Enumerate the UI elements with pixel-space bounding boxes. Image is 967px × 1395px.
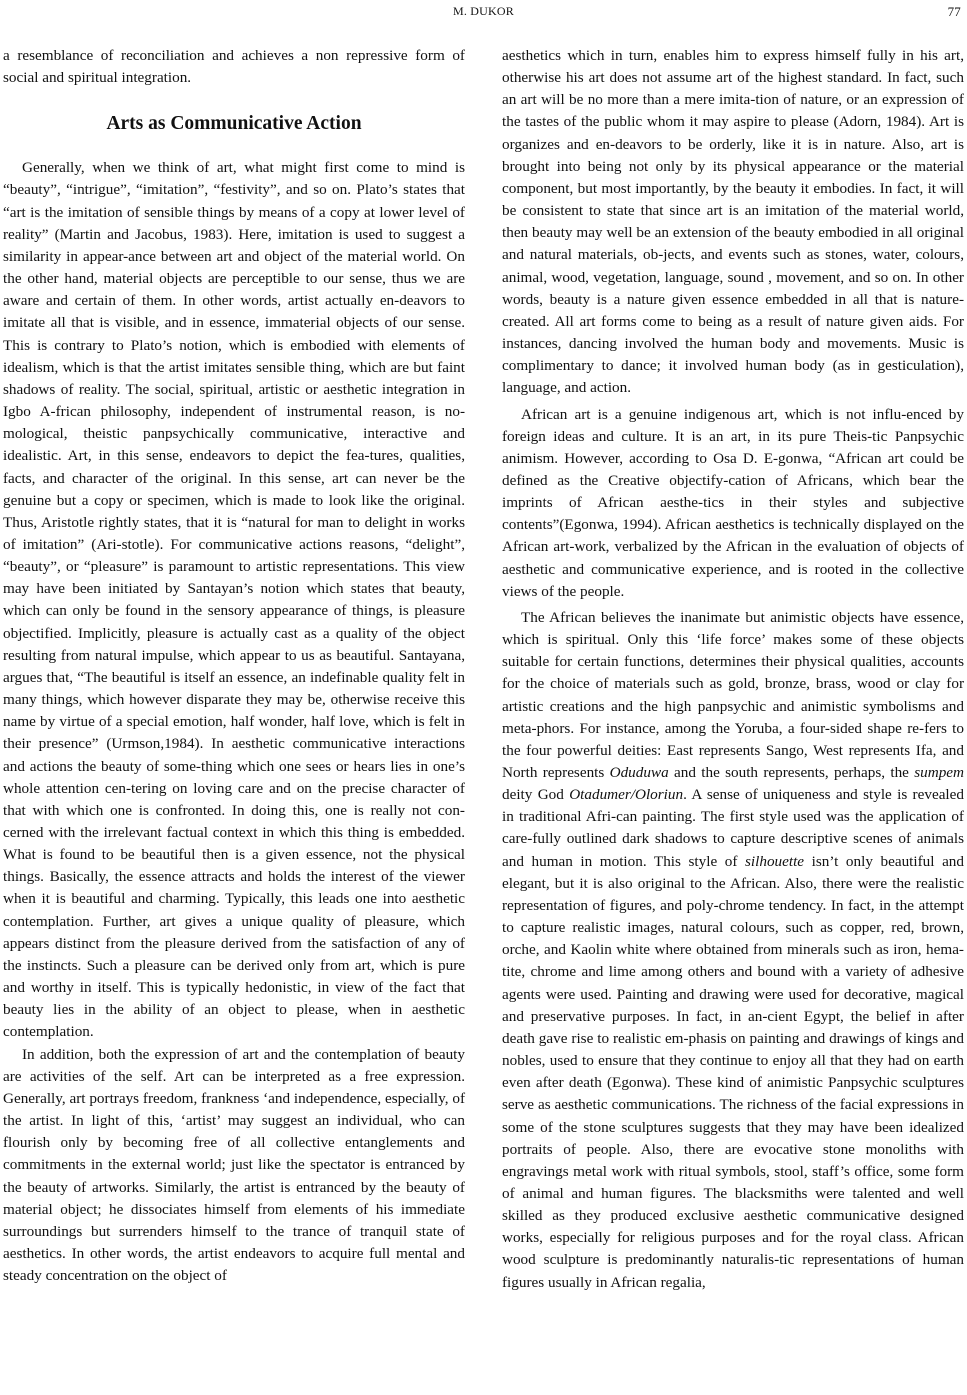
right-column [502,45,964,1294]
running-head-author: M. DUKOR [453,4,514,18]
text-run: and the south represents, perhaps, the [668,764,915,781]
text-run: deity God [502,786,570,804]
italic-term: Oduduwa [609,764,669,781]
text-run: . A sense of uniqueness and style is revealed in traditional Afri-can painting. The first style used was the application of care-fully outlined dark shadows to capture descriptive scenes of animals and human in motion. This style of [502,786,964,870]
opening-paragraph: a resemblance of reconciliation and achieves a non repressive form of social and spiritual integration. [3,47,465,87]
body-paragraph: Generally, when we think of art, what might first come to mind is “beauty”, “intrigue”, “imitation”, “festivity”, and so on. Plato’s states that “art is the imitation of sensible things by means of a copy at lower level of reality” (Martin and Jacobus, 1983). Here, imitation is used to suggest a similarity in appear-ance between art and object of the material world. On the other hand, material objects are perceptible to our sense, thus we are aware and certain of them. In other words, artist actually en-deavors to imitate all that is visible, and in essence, immaterial objects of our sense. This is contrary to Plato’s notion, which is embodied with elements of idealism, which is that the artist imitates sensible thing, which are but faint shadows of reality. The social, spiritual, artistic or aesthetic integration in Igbo A-frican philosophy, independent of instrumental reason, is no-mological, theistic panpsychically communicative, interactive and idealistic. Art, in this sense, endeavors to depict the fea-tures, qualities, facts, and character of the original. In this sense, art can never be the genuine but a copy or specimen, which is made to look like the original. Thus, Aristotle rightly states, that it is “natural for man to delight in works of imitation” (Ari-stotle). For communicative actions reasons, “delight”, “beauty”, or “pleasure” is paramount to artistic representations. This view may have been initiated by Santayan’s notion which states that beauty, which can only be found in the sensory appearance of things, is pleasure objectified. Implicitly, pleasure is actually cast as a quality of the object resulting from natural impulse, which appear to us as beautiful. Santayana, argues that, “The beautiful is itself an essence, an indefinable quality felt in many things, which however disparate they may be, otherwise receive this name by virtue of a special emotion, half wonder, half love, which is felt in their presence” (Urmson,1984). In aesthetic communicative interactions and actions the beauty of some-thing which one sees or hears lies in one’s whole attention cen-tering on loving care and on the precise character of that with which one is confronted. In doing this, one is really not con-cerned with the irrelevant factual context in which this thing is embedded. What is found to be beautiful then is a given essence, not the physical things. Basically, the essence attracts and holds the interest of the viewer when it is beautiful and charming. Typically, this leads one into aesthetic contemplation. Further, art gives a unique quality of pleasure, which appears distinct from the pleasure derived from the satisfaction of any of the instincts. Such a pleasure can be derived only from art, which is pure and worthy in itself. This is typically hedonistic, in view of the fact that beauty lies in the ability of an object to please, when in aesthetic contemplation. [3,159,465,1041]
italic-term: silhouette [745,852,805,870]
body-paragraph: aesthetics which in turn, enables him to express himself fully in his art, otherwise his art does not assume art of the highest standard. In fact, such an art will be no more than a mere imita-tion of nature, or an expression of the tastes of the public whom it may aspire to please (Adorn, 1984). Art is organizes and en-deavors to be orderly, like it is in nature. Also, art is brought into being not only by its physical appearance or the material component, but most importantly, by the beauty it embodies. In fact, it will be consistent to state that since art is an imitation of the material world, then beauty may well be an extension of the beauty embodied in all original and natural materials, ob-jects, and events such as stones, water, colours, animal, wood, vegetation, language, sound , movement, and so on. In other words, beauty is a nature given essence embedded in all that is nature-created. All art forms come to being as a result of nature given aids. For instances, dancing involved the human body and movements. Music is complimentary to dance; it involved human body (as in gesticulation), language, and action. [502,47,964,397]
running-head [0,2,967,22]
text-run: isn’t only beautiful and elegant, but it is also original to the African. Also, there were the realistic representation of figures, and poly-chrome tendency. In fact, in the attempt to capture realistic images, natural colours, such as copper, red, brown, orche, and Kaolin white where obtained from minerals such as iron, hema-tite, chrome and lime among others and bound with a variety of adhesive agents were used. Painting and drawing were used for decorative, magical and preservative purposes. In fact, in an-cient Egypt, the belief in after death gave rise to realistic em-phasis on painting and drawings of kings and nobles, used to ensure that they continue to enjoy all that they had on earth even after death (Egonwa). These kind of animistic Panpsychic sculptures serve as aesthetic communications. The richness of the facial expressions in some of the stone sculptures suggests that they may have been idealized portraits of people. Also, there are evocative stone monoliths with engravings metal work with ritual symbols, stool, staff’s office, some form of animal and human figures. The blacksmiths were talented and well skilled as they produced exclusive aesthetic communicative designed works, especially for religious purposes and for the royal class. African wood sculpture is predominantly naturalis-tic representations of human figures usually in African regalia, [502,852,964,1291]
page-number: 77 [947,4,961,19]
italic-term: sumpem [914,764,964,781]
section-heading: Arts as Communicative Action [106,113,362,135]
italic-term: Otadumer/Oloriun [569,786,684,804]
body-paragraph: African art is a genuine indigenous art, which is not influ-enced by foreign ideas and culture. It is an art, in its pure Theis-tic Panpsychic animism. However, according to Osa D. E-gonwa, “African art could be defined as the Creative objectify-cation of Africans, which bear the imprints of African aesthe-tics in their styles and subjective contents”(Egonwa, 1994). African aesthetics is technically displayed on the African art-work, verbalized by the African in the evaluation of objects of aesthetic and communicative experience, and is rooted in the collective views of the people. [502,405,964,600]
body-paragraph: In addition, both the expression of art and the contemplation of beauty are activities of the self. Art can be interpreted as a free expression. Generally, art portrays freedom, frankness ‘and independence, especially, of the artist. In light of this, ‘artist’ may suggest an individual, who can flourish only by becoming free of all collective entanglements and commitments in the external world; just like the spectator is entranced by the beauty of artworks. Similarly, the artist is entranced by the beauty of material object; he dissociates himself from elements of his immediate surroundings but surrenders himself to the trance of tranquil state of aesthetics. In other words, the artist endeavors to acquire full mental and steady concentration on the object of [3,1045,465,1285]
text-run: The African believes the inanimate but animistic objects have essence, which is spiritual. Only this ‘life force’ makes some of these objects suitable for certain functions, determines their physical qualities, accounts for the choice of materials such as gold, bronze, brass, wood or clay for artistic creations and the high panpsychic and animistic symbolisms and meta-phors. For instance, among the Yoruba, a four-sided shape re-fers to the four powerful deities: East represents Sango, West represents Ifa, and North represents [502,608,964,781]
body-paragraph [502,607,964,1294]
left-column [3,45,465,1287]
